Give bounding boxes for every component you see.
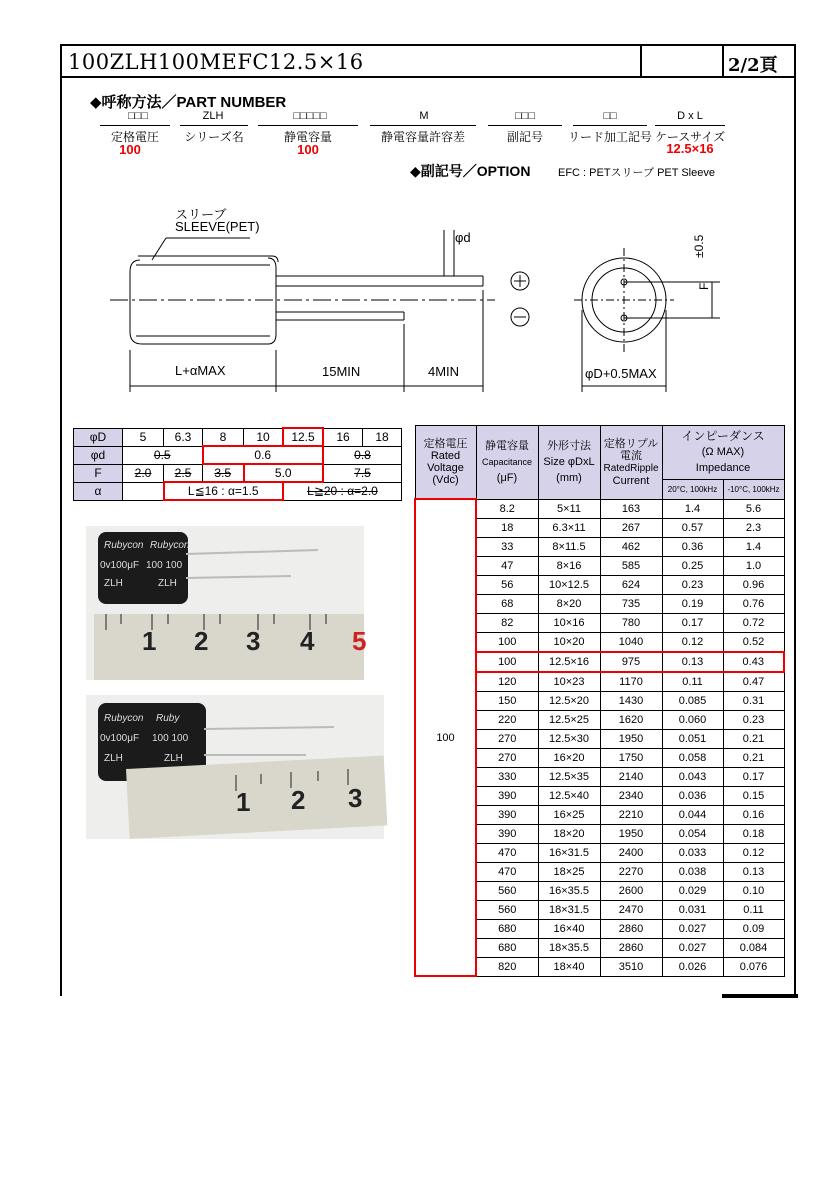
header-ripple [600, 426, 662, 500]
capacitor-mark: 0v100μF [100, 733, 140, 744]
table-cell: 390 [476, 805, 538, 824]
table-cell: 0.72 [723, 613, 784, 632]
table-cell: 8×11.5 [538, 537, 600, 556]
dim-cell: 0.8 [323, 446, 402, 464]
table-cell: 18×35.5 [538, 938, 600, 957]
pn-code-option: □□□ [515, 110, 535, 122]
table-cell: 0.051 [662, 729, 723, 748]
capacitor-body-outline [130, 258, 276, 344]
table-cell: 47 [476, 556, 538, 575]
table-cell: 12.5×40 [538, 786, 600, 805]
table-cell: 18 [476, 518, 538, 537]
header-size [538, 426, 600, 500]
dim-cell [123, 482, 164, 500]
table-cell: 12.5×30 [538, 729, 600, 748]
capacitor-mark: 100 100 [152, 733, 189, 744]
dim-cell: 2.0 [123, 464, 164, 482]
table-cell: 5×11 [538, 499, 600, 518]
table-cell: 10×23 [538, 672, 600, 692]
table-cell: 0.21 [723, 729, 784, 748]
header-capacitance [476, 426, 538, 500]
table-cell: 0.15 [723, 786, 784, 805]
table-cell: 33 [476, 537, 538, 556]
table-cell: 1040 [600, 632, 662, 652]
pn-value-voltage: 100 [119, 142, 141, 157]
ruler-number: 4 [300, 626, 315, 656]
table-cell: 680 [476, 919, 538, 938]
table-cell: 975 [600, 652, 662, 672]
table-cell: 16×20 [538, 748, 600, 767]
hdr-line: 外形寸法 [547, 440, 591, 453]
dim-cell: 5 [123, 428, 164, 446]
hdr-line: 定格リプル [603, 437, 659, 450]
header-divider [722, 46, 724, 76]
dim-cell: F [74, 464, 123, 482]
table-cell: 0.026 [662, 957, 723, 976]
table-cell: 0.16 [723, 805, 784, 824]
pn-underline [180, 125, 248, 126]
table-cell: 2860 [600, 938, 662, 957]
table-cell: 56 [476, 575, 538, 594]
table-cell: 0.18 [723, 824, 784, 843]
pn-code-lead: □□ [603, 110, 617, 122]
table-cell: 0.076 [723, 957, 784, 976]
table-cell: 0.058 [662, 748, 723, 767]
table-cell: 5.6 [723, 499, 784, 518]
table-cell: 0.084 [723, 938, 784, 957]
capacitor-mark: 100 100 [146, 560, 183, 571]
pn-label-lead: リード加工記号 [568, 130, 653, 144]
dim-cell: φd [74, 446, 123, 464]
pn-code-tolerance: M [419, 110, 429, 122]
table-cell: 1620 [600, 710, 662, 729]
table-cell: 0.036 [662, 786, 723, 805]
table-cell: 1750 [600, 748, 662, 767]
pn-code-capacitance: □□□□□ [293, 110, 327, 122]
table-cell: 0.25 [662, 556, 723, 575]
table-cell: 0.031 [662, 900, 723, 919]
table-cell: 12.5×20 [538, 691, 600, 710]
hdr-line: 定格電圧 [423, 438, 468, 450]
lead-length-label: 15MIN [322, 364, 361, 379]
hdr-line: Voltage [427, 462, 464, 474]
table-cell: 0.23 [723, 710, 784, 729]
table-cell: 0.11 [662, 672, 723, 692]
table-cell: 0.085 [662, 691, 723, 710]
tip-length-label: 4MIN [428, 364, 460, 379]
pn-label-tolerance: 静電容量許容差 [380, 130, 465, 144]
table-cell: 12.5×16 [538, 652, 600, 672]
table-cell: 2340 [600, 786, 662, 805]
table-cell: 330 [476, 767, 538, 786]
table-cell: 0.044 [662, 805, 723, 824]
table-cell: 2400 [600, 843, 662, 862]
table-cell: 2860 [600, 919, 662, 938]
table-cell: 270 [476, 729, 538, 748]
dim-cell: 2.5 [164, 464, 203, 482]
capacitor-mark: 0v100μF [100, 560, 140, 571]
table-cell: 18×20 [538, 824, 600, 843]
page-number: 2/2頁 [728, 55, 778, 76]
table-cell: 0.10 [723, 881, 784, 900]
phid-label: φd [455, 230, 471, 245]
hdr-line: (mm) [556, 472, 582, 485]
table-cell: 2470 [600, 900, 662, 919]
table-cell: 0.09 [723, 919, 784, 938]
table-cell: 680 [476, 938, 538, 957]
table-cell: 560 [476, 900, 538, 919]
voltage-cell: 100 [415, 499, 476, 976]
table-cell: 0.027 [662, 919, 723, 938]
table-cell: 1.4 [662, 499, 723, 518]
table-cell: 0.060 [662, 710, 723, 729]
capacitor-mark: ZLH [158, 578, 177, 589]
f-label: F [697, 282, 711, 290]
table-cell: 16×40 [538, 919, 600, 938]
dim-cell: 10 [244, 428, 284, 446]
table-cell: 1.0 [723, 556, 784, 575]
ruler-number: 5 [352, 626, 367, 656]
table-cell: 82 [476, 613, 538, 632]
dim-cell: 6.3 [164, 428, 203, 446]
table-cell: 1.4 [723, 537, 784, 556]
table-cell: 0.31 [723, 691, 784, 710]
table-cell: 0.43 [723, 652, 784, 672]
table-cell: 0.57 [662, 518, 723, 537]
diameter-label: φD+0.5MAX [585, 366, 657, 381]
hdr-line: (Vdc) [432, 474, 459, 486]
table-cell: 6.3×11 [538, 518, 600, 537]
table-cell: 2140 [600, 767, 662, 786]
header-imp-20c: 20°C, 100kHz [662, 480, 723, 499]
pn-value-capacitance: 100 [297, 142, 319, 157]
table-cell: 220 [476, 710, 538, 729]
product-photo-2 [86, 695, 384, 839]
table-cell: 150 [476, 691, 538, 710]
pn-underline [655, 125, 725, 126]
table-cell: 0.12 [662, 632, 723, 652]
table-cell: 10×12.5 [538, 575, 600, 594]
table-cell: 820 [476, 957, 538, 976]
table-cell: 1950 [600, 729, 662, 748]
table-cell: 100 [476, 632, 538, 652]
hdr-line: 電流 [620, 449, 642, 462]
pn-label-option: 副記号 [506, 130, 543, 144]
pn-underline [370, 125, 476, 126]
table-cell: 0.13 [723, 862, 784, 881]
table-cell: 0.17 [723, 767, 784, 786]
header-impedance [662, 426, 784, 480]
table-cell: 270 [476, 748, 538, 767]
table-cell: 8×16 [538, 556, 600, 575]
table-cell: 0.96 [723, 575, 784, 594]
dim-cell: α [74, 482, 123, 500]
ruler-number: 1 [142, 626, 157, 656]
table-cell: 163 [600, 499, 662, 518]
hdr-line: 静電容量 [485, 440, 529, 453]
hdr-line: Capacitance [481, 457, 533, 468]
hdr-line: Rated [430, 450, 461, 462]
hdr-line: RatedRipple [603, 462, 659, 474]
hdr-line: Impedance [695, 462, 751, 475]
capacitor-mark: Ruby [156, 713, 180, 724]
header-voltage [415, 426, 476, 500]
table-cell: 0.029 [662, 881, 723, 900]
table-cell: 0.043 [662, 767, 723, 786]
dim-cell: φD [74, 428, 123, 446]
table-cell: 0.027 [662, 938, 723, 957]
table-cell: 1170 [600, 672, 662, 692]
dim-cell: 0.5 [123, 446, 203, 464]
dim-cell-selected: 5.0 [244, 464, 324, 482]
table-row [415, 499, 784, 518]
ruler-number: 3 [348, 783, 363, 813]
table-cell: 100 [476, 652, 538, 672]
pn-code-case: D x L [677, 110, 703, 122]
table-cell: 120 [476, 672, 538, 692]
table-cell: 16×35.5 [538, 881, 600, 900]
dim-cell: 7.5 [323, 464, 402, 482]
table-cell: 0.47 [723, 672, 784, 692]
product-photo-1 [86, 526, 367, 680]
ruler-number: 2 [194, 626, 209, 656]
table-cell: 10×16 [538, 613, 600, 632]
part-number-heading: ◆呼称方法／PART NUMBER [90, 94, 287, 111]
table-cell: 585 [600, 556, 662, 575]
table-cell: 462 [600, 537, 662, 556]
table-cell: 16×25 [538, 805, 600, 824]
capacitor-mark: ZLH [164, 753, 183, 764]
dimension-table [73, 427, 402, 501]
pn-label-capacitance: 静電容量 [283, 130, 332, 144]
table-cell: 18×40 [538, 957, 600, 976]
table-cell: 780 [600, 613, 662, 632]
ruler-number: 1 [236, 787, 251, 817]
sleeve-label-en: SLEEVE(PET) [175, 219, 260, 234]
hdr-line: Size φDxL [543, 456, 595, 469]
table-cell: 0.11 [723, 900, 784, 919]
table-cell: 18×25 [538, 862, 600, 881]
table-cell: 2270 [600, 862, 662, 881]
header-row [60, 44, 796, 78]
dim-cell: 16 [323, 428, 363, 446]
capacitor-mark: Rubycon [104, 713, 144, 724]
dim-cell: 18 [363, 428, 402, 446]
table-cell: 0.17 [662, 613, 723, 632]
capacitor-mark: Rubycon [104, 540, 144, 551]
sleeve-top [138, 256, 278, 262]
table-cell: 624 [600, 575, 662, 594]
length-label: L+αMAX [175, 363, 226, 378]
table-cell: 0.038 [662, 862, 723, 881]
table-cell: 560 [476, 881, 538, 900]
ruler-number: 3 [246, 626, 261, 656]
table-cell: 0.054 [662, 824, 723, 843]
table-cell: 0.52 [723, 632, 784, 652]
table-cell: 0.21 [723, 748, 784, 767]
pn-label-voltage: 定格電圧 [110, 130, 159, 144]
table-cell: 0.23 [662, 575, 723, 594]
ruler-number: 2 [291, 785, 306, 815]
pn-code-voltage: □□□ [128, 110, 148, 122]
table-cell: 68 [476, 594, 538, 613]
pn-underline [258, 125, 358, 126]
pn-underline [573, 125, 647, 126]
table-cell: 390 [476, 824, 538, 843]
hdr-line: (Ω MAX) [701, 446, 745, 459]
table-cell: 2210 [600, 805, 662, 824]
table-cell: 1950 [600, 824, 662, 843]
dim-cell-selected: L≦16 : α=1.5 [164, 482, 284, 500]
capacitor-mark: ZLH [104, 578, 123, 589]
table-cell: 16×31.5 [538, 843, 600, 862]
table-cell: 0.19 [662, 594, 723, 613]
capacitor-mark: Rubycon [150, 540, 190, 551]
pn-value-size: 12.5×16 [666, 141, 714, 156]
table-cell: 12.5×35 [538, 767, 600, 786]
dim-cell: L≧20 : α=2.0 [283, 482, 402, 500]
tolerance-label: ±0.5 [692, 234, 706, 258]
table-cell: 8×20 [538, 594, 600, 613]
table-cell: 390 [476, 786, 538, 805]
dim-cell-selected: 12.5 [283, 428, 323, 446]
table-cell: 3510 [600, 957, 662, 976]
hdr-line: Current [612, 474, 650, 487]
option-heading: ◆副記号／OPTION [410, 163, 531, 179]
table-cell: 267 [600, 518, 662, 537]
table-cell: 0.76 [723, 594, 784, 613]
table-cell: 2600 [600, 881, 662, 900]
header-divider [640, 46, 642, 76]
hdr-line: インピーダンス [681, 429, 765, 444]
capacitor-mark: ZLH [104, 753, 123, 764]
hdr-line: (μF) [496, 472, 518, 485]
spec-table [414, 425, 785, 977]
table-cell: 1430 [600, 691, 662, 710]
table-cell: 735 [600, 594, 662, 613]
table-cell: 470 [476, 843, 538, 862]
pn-underline [488, 125, 562, 126]
pn-label-series: シリーズ名 [184, 130, 244, 144]
table-cell: 8.2 [476, 499, 538, 518]
option-text: EFC : PETスリーブ PET Sleeve [558, 167, 715, 179]
table-cell: 0.13 [662, 652, 723, 672]
dim-cell: 3.5 [203, 464, 244, 482]
dim-cell: 8 [203, 428, 244, 446]
table-cell: 0.36 [662, 537, 723, 556]
table-cell: 2.3 [723, 518, 784, 537]
pn-code-series: ZLH [202, 110, 224, 122]
pn-underline [100, 125, 170, 126]
dim-cell-selected: 0.6 [203, 446, 324, 464]
table-cell: 18×31.5 [538, 900, 600, 919]
table-cell: 0.12 [723, 843, 784, 862]
table-cell: 0.033 [662, 843, 723, 862]
table-cell: 12.5×25 [538, 710, 600, 729]
table-cell: 10×20 [538, 632, 600, 652]
sleeve-label-jp: スリーブ [175, 207, 227, 222]
document-title: 100ZLH100MEFC12.5×16 [68, 50, 364, 74]
pn-label-case: ケースサイズ [654, 130, 726, 144]
table-cell: 470 [476, 862, 538, 881]
bottom-bar [722, 994, 798, 998]
header-imp-10c: -10°C, 100kHz [723, 480, 784, 499]
